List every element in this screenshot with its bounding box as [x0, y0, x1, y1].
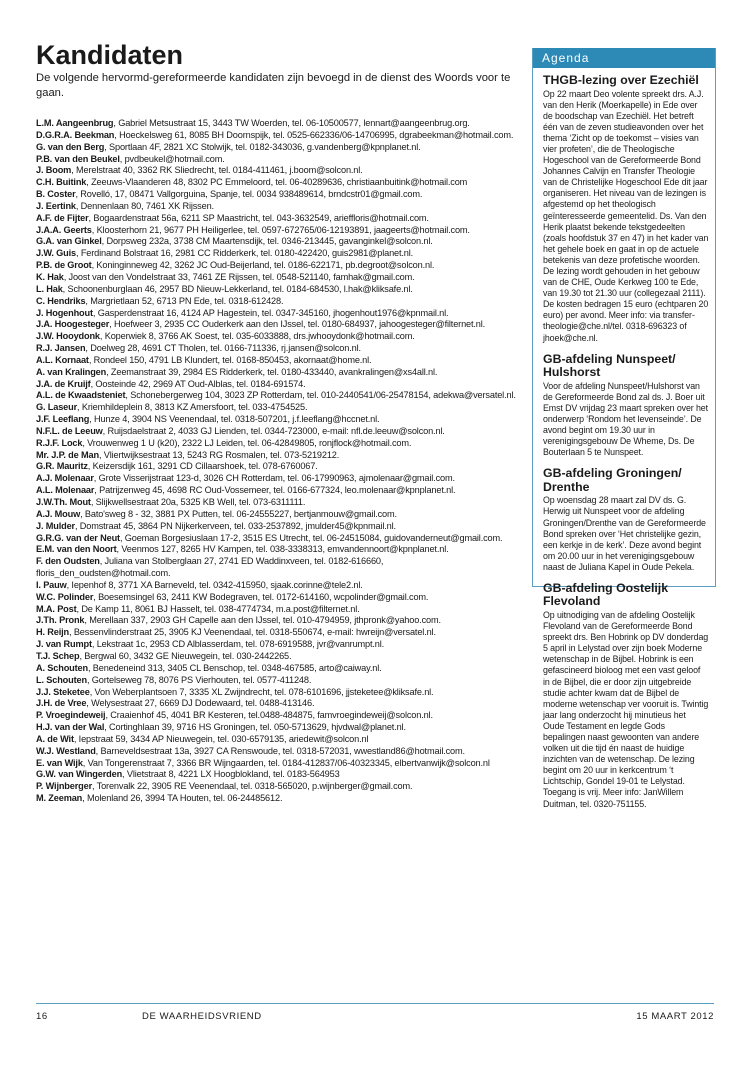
- candidate-entry: [36, 485, 520, 497]
- candidate-name: K. Hak: [36, 271, 64, 282]
- agenda-article-body: Voor de afdeling Nunspeet/Hulshorst van de Gereformeerde Bond zal ds. J. Boer uit Emst DV vrijdag 23 maart spreken over het onderwerp ‘Rondom het levenseinde’. De avond begint om 19.30 uur in verenigingsgebouw De Wheme, Ds. De Bouterlaan 5 te Nunspeet.: [543, 380, 708, 458]
- candidate-name: J.A.A. Geerts: [36, 224, 92, 235]
- candidate-details: , Molenland 26, 3994 TA Houten, tel. 06-24485612.: [82, 793, 283, 804]
- candidate-name: A. Schouten: [36, 662, 88, 673]
- candidate-details: , Oosteinde 42, 2969 AT Oud-Alblas, tel. 0184-691574.: [90, 378, 306, 389]
- candidate-name: A. van Kralingen: [36, 366, 107, 377]
- candidate-name: J.W.Th. Mout: [36, 497, 91, 507]
- candidate-entry: [36, 284, 520, 296]
- candidate-entry: [36, 379, 520, 391]
- candidate-details: , Patrijzenweg 45, 4698 RC Oud-Vossemeer, tel. 0166-677324, leo.molenaar@kpnplanet.nl.: [94, 485, 456, 496]
- candidate-entry: [36, 308, 520, 320]
- candidate-name: J.W. Hooydonk: [36, 331, 100, 342]
- candidate-details: , Iepstraat 59, 3434 AP Nieuwegein, tel. 030-6579135, ariedewit@solcon.nl: [73, 733, 369, 744]
- candidate-name: W.C. Polinder: [36, 591, 94, 602]
- candidate-entry: [36, 604, 520, 616]
- candidate-name: H.J. van der Wal: [36, 722, 105, 733]
- candidate-entry: [36, 450, 520, 462]
- candidate-details: , Cortinghlaan 39, 9716 HS Groningen, tel. 050-5713629, hjvdwal@planet.nl.: [104, 722, 406, 733]
- candidate-details: , Iepenhof 8, 3771 XA Barneveld, tel. 0342-415950, sjaak.corinne@tele2.nl.: [66, 579, 363, 590]
- agenda-article-body: Op uitnodiging van de afdeling Oostelijk Flevoland van de Gereformeerde Bond spreekt drs. Ben Hobrink op DV donderdag 5 april in Lelystad over zijn boek Moderne wetenschap in de Bijbel. Hobrink is een gefascineerd bioloog met een vast geloof in de Bijbel, die er door zijn uitgebreide studie achter kwam dat de Bijbel de moderne wetenschap ver vooruit is. Twintig jaar lang onderzocht hij minutieus het Oude Testament en legde Gods bepalingen naast gewoonten van andere volken uit die tijd én naast de huidige inzichten van de wetenschap. De lezing begint om 20 uur in kerkcentrum ‘t Lichtschip, Gondel 19-01 te Lelystad. Toegang is vrij. Meer info: JanWillem Duitman, tel. 0320-751155.: [543, 609, 709, 809]
- candidate-details: , Schoonenburglaan 46, 2957 BD Nieuw-Lekkerland, tel. 0184-684530, l.hak@kliksafe.nl.: [62, 283, 413, 294]
- candidate-name: T.J. Schep: [36, 650, 80, 661]
- page-number: 16: [36, 1011, 48, 1022]
- candidate-details: , Rovelló, 17, 08471 Vallgorguina, Spanje, tel. 0034 938489614, brndcstr01@gmail.com.: [75, 189, 423, 200]
- candidate-name: E. van Wijk: [36, 757, 83, 768]
- candidate-name: F. den Oudsten: [36, 556, 100, 567]
- candidate-name: B. Coster: [36, 189, 76, 200]
- candidate-details: , Ferdinand Bolstraat 16, 2981 CC Ridderkerk, tel. 0180-422420, guis2981@planet.nl.: [76, 248, 414, 259]
- agenda-article-body: Op woensdag 28 maart zal DV ds. G. Herwig uit Nunspeet voor de afdeling Groningen/Drenthe van de Gereformeerde Bond spreken over ‘Het christelijke gezin, een kerkje in de kerk’. Deze avond begint om 20.00 uur in het verenigingsgebouw naast de Juliana Kapel in Oude Pekela.: [543, 495, 706, 572]
- candidate-entry: [36, 769, 520, 781]
- candidate-name: G.W. van Wingerden: [36, 769, 123, 780]
- candidate-details: , Schonebergerweg 104, 3023 ZP Rotterdam, tel. 010-2440541/06-25478154, adekwa@versatel.nl.: [125, 390, 516, 401]
- candidate-entry: [36, 473, 520, 485]
- candidate-name: G.R. Mauritz: [36, 461, 88, 472]
- candidate-entry: [36, 142, 520, 154]
- candidate-name: A.J. Mouw: [36, 508, 81, 519]
- candidate-entry: [36, 615, 520, 627]
- agenda-article-heading: GB-afdeling Nunspeet/ Hulshorst: [543, 351, 676, 380]
- candidate-details: , Kriemhildeplein 8, 3813 KZ Amersfoort, tel. 033-4754525.: [77, 402, 308, 413]
- candidate-entry: [36, 213, 520, 225]
- agenda-sidebar: [532, 48, 716, 809]
- candidate-details: , Goeman Borgesiuslaan 17-2, 3515 ES Utrecht, tel. 06-24515084, guidovanderneut@gmail.com.: [119, 532, 503, 543]
- candidate-entry: [36, 414, 520, 426]
- candidate-name: J.A. de Kruijf: [36, 378, 91, 389]
- candidate-entry: [36, 118, 520, 130]
- candidate-name: L.M. Aangeenbrug: [36, 118, 114, 128]
- issue-date: 15 MAART 2012: [636, 1011, 714, 1022]
- candidate-entry: [36, 331, 520, 343]
- candidate-name: A.L. Kornaat: [36, 354, 89, 365]
- candidate-name: P.B. de Groot: [36, 260, 92, 271]
- candidate-details: , Rondeel 150, 4791 LB Klundert, tel. 0168-850453, akornaat@home.nl.: [88, 354, 372, 365]
- candidate-details: , Boesemsingel 63, 2411 KW Bodegraven, tel. 0172-614160, wcpolinder@gmail.com.: [93, 591, 429, 602]
- candidate-entry: [36, 521, 520, 533]
- candidate-details: , Vrouwenweg 1 U (k20), 2322 LJ Leiden, tel. 06-42849805, ronjflock@hotmail.com.: [82, 437, 412, 448]
- candidate-name: R.J. Jansen: [36, 343, 86, 354]
- candidate-entry: [36, 426, 520, 438]
- candidate-entry: [36, 746, 520, 758]
- candidate-name: G. Laseur: [36, 402, 78, 413]
- candidate-details: , Bessenvlinderstraat 25, 3905 KJ Veenendaal, tel. 0318-550674, e-mail: hwreijn@versatel.nl.: [69, 627, 436, 638]
- candidate-name: J.J. Steketee: [36, 686, 90, 697]
- agenda-article-body: Op 22 maart Deo volente spreekt drs. A.J. van den Herik (Moerkapelle) in Ede over de boodschap van Ezechiël. Het betreft één van de zeven studieavonden over het thema ‘Zicht op de toekomst – visies van vier profeten’, die de Theologische Hogeschool van de Gereformeerde Bond Johannes Calvijn en Transfer Theologie van de Christelijke Hogeschool Ede dit jaar organiseren. Het niveau van de lezingen is afgestemd op het theologisch geïnteresseerde gemeentelid. Ds. Van den Herik plaatst bekende tekstgedeelten (zoals hoofdstuk 37 en 47) in het kader van het gehele boek en gaat in op de actuele betekenis van deze profetische woorden. De lezing wordt gehouden in het gebouw van de CHE, Oude Kerkweg 100 te Ede, van 19.30 tot 21.30 uur (collegezaal 2111). De kosten bedragen 15 euro (echtparen 20 euro) per avond. Meer info: via transfer-theologie@che.nl/tel. 0318-696323 of jhoek@che.nl.: [543, 88, 709, 343]
- candidate-name: L. Schouten: [36, 674, 87, 685]
- candidate-details: , pvdbeukel@hotmail.com.: [119, 153, 225, 164]
- candidate-name: J.H. de Vree: [36, 698, 87, 709]
- candidate-entry: [36, 177, 520, 189]
- candidate-details: , Torenvalk 22, 3905 RE Veenendaal, tel. 0318-565020, p.wijnberger@gmail.com.: [92, 781, 413, 792]
- candidate-entry: [36, 130, 520, 142]
- candidate-details: , Hoeckelsweg 61, 8085 BH Doornspijk, tel. 0525-662336/06-14706995, dgrabeekman@hotmail.com.: [114, 129, 514, 140]
- candidate-entry: [36, 793, 520, 805]
- agenda-article: [543, 467, 709, 573]
- candidate-name: A.J. Molenaar: [36, 473, 94, 484]
- candidate-entry: [36, 687, 520, 699]
- candidate-name: I. Pauw: [36, 579, 67, 590]
- agenda-header: Agenda: [533, 48, 715, 68]
- candidate-name: J.F. Leeflang: [36, 414, 90, 425]
- candidate-details: , Van Tongerenstraat 7, 3366 BR Wijngaarden, tel. 0184-412837/06-40323345, elbertvanwijk@solcon.nl: [82, 757, 490, 768]
- candidate-name: H. Reijn: [36, 627, 70, 638]
- candidate-entry: [36, 236, 520, 248]
- candidate-name: D.G.R.A. Beekman: [36, 129, 115, 140]
- candidate-details: , Doelweg 28, 4691 CT Tholen, tel. 0166-711336, rj.jansen@solcon.nl.: [85, 343, 361, 354]
- candidate-name: E.M. van den Noort: [36, 544, 117, 555]
- candidate-entry: [36, 248, 520, 260]
- candidate-entry: [36, 698, 520, 710]
- footer-divider: [36, 1003, 714, 1004]
- candidate-name: A.L. Molenaar: [36, 485, 95, 496]
- candidate-entry: [36, 225, 520, 237]
- candidate-entry: [36, 627, 520, 639]
- candidate-details: , Hunze 4, 3904 NS Veenendaal, tel. 0318-507201, j.f.leeflang@hccnet.nl.: [89, 414, 380, 425]
- candidate-name: J. van Rumpt: [36, 639, 92, 650]
- candidate-name: G. van den Berg: [36, 141, 105, 152]
- publication-name: DE WAARHEIDSVRIEND: [142, 1011, 262, 1022]
- candidate-entry: [36, 663, 520, 675]
- candidate-entry: [36, 580, 520, 592]
- candidate-details: , Veenmos 127, 8265 HV Kampen, tel. 038-3338313, emvandennoort@kpnplanet.nl.: [116, 544, 449, 555]
- candidate-details: , Bogaardenstraat 56a, 6211 SP Maastricht, tel. 043-3632549, arieffloris@hotmail.com.: [88, 212, 429, 223]
- candidate-details: , De Kamp 11, 8061 BJ Hasselt, tel. 038-4774734, m.a.post@filternet.nl.: [76, 603, 360, 614]
- candidate-details: , Dorpsweg 232a, 3738 CM Maartensdijk, tel. 0346-213445, gavanginkel@solcon.nl.: [101, 236, 433, 247]
- agenda-article: [543, 353, 709, 459]
- agenda-article-heading: THGB-lezing over Ezechiël: [543, 73, 699, 87]
- candidate-entry: [36, 758, 520, 770]
- candidate-name: R.J.F. Lock: [36, 437, 83, 448]
- candidate-name: P. Wijnberger: [36, 781, 92, 792]
- candidate-entry: [36, 260, 520, 272]
- candidate-details: , Grote Visserijstraat 123-d, 3026 CH Rotterdam, tel. 06-17990963, ajmolenaar@gmail.com.: [93, 473, 455, 484]
- candidate-entry: [36, 367, 520, 379]
- candidate-details: , Merelstraat 40, 3362 RK Sliedrecht, tel. 0184-411461, j.boom@solcon.nl.: [71, 165, 363, 176]
- candidate-details: , Benedeneind 313, 3405 CL Benschop, tel. 0348-467585, arto@caiway.nl.: [87, 662, 382, 673]
- candidate-details: , Koninginneweg 42, 3262 JC Oud-Beijerland, tel. 0186-622171, pb.degroot@solcon.nl.: [91, 260, 435, 271]
- candidate-name: C. Hendriks: [36, 295, 86, 306]
- candidate-details: , Zeemanstraat 39, 2984 ES Ridderkerk, tel. 0180-433440, avankralingen@xs4all.nl.: [106, 366, 438, 377]
- candidate-details: , Kloosterhorn 21, 9677 PH Heiligerlee, tel. 0597-672765/06-12193891, jaageerts@hotmail.com.: [91, 224, 470, 235]
- candidate-entry: [36, 533, 520, 545]
- candidate-entry: [36, 592, 520, 604]
- candidate-name: L. Hak: [36, 283, 63, 294]
- candidate-details: , Vlietstraat 8, 4221 LX Hoogblokland, tel. 0183-564953: [122, 769, 340, 780]
- candidate-details: , Lekstraat 1c, 2953 CD Alblasserdam, tel. 078-6919588, jvr@vanrumpt.nl.: [91, 639, 385, 650]
- candidate-entry: [36, 201, 520, 213]
- candidate-details: , Keizersdijk 161, 3291 CD Cillaarshoek, tel. 078-6760067.: [87, 461, 318, 472]
- candidate-details: , Koperwiek 8, 3766 AK Soest, tel. 035-6033888, drs.jwhooydonk@hotmail.com.: [99, 331, 415, 342]
- candidate-name: A.F. de Fijter: [36, 212, 89, 223]
- candidate-details: , Hoefweer 3, 2935 CC Ouderkerk aan den IJssel, tel. 0180-684937, jahoogesteger@filternet.nl.: [109, 319, 486, 330]
- candidate-details: , Zeeuws-Vlaanderen 48, 8302 PC Emmeloord, tel. 06-40289636, christiaanbuitink@hotmail.com: [86, 177, 468, 188]
- candidate-name: G.A. van Ginkel: [36, 236, 102, 247]
- candidate-details: , Joost van den Vondelstraat 33, 7461 ZE Rijssen, tel. 0548-521140, famhak@gmail.com.: [63, 271, 415, 282]
- candidate-details: , Bergwal 60, 3432 GE Nieuwegein, tel. 030-2442265.: [79, 650, 292, 661]
- agenda-articles: [533, 68, 715, 810]
- candidate-entry: [36, 509, 520, 521]
- candidate-entry: [36, 272, 520, 284]
- candidate-details: , Barneveldsestraat 13a, 3927 CA Renswoude, tel. 0318-572031, wwestland86@hotmail.com.: [95, 745, 465, 756]
- candidate-details: , Bato'sweg 8 - 32, 3881 PX Putten, tel. 06-24555227, bertjanmouw@gmail.com.: [80, 508, 397, 519]
- candidate-name: J. Hogenhout: [36, 307, 93, 318]
- candidate-entry: [36, 544, 520, 556]
- candidate-name: P. Vroegindeweij: [36, 710, 106, 721]
- agenda-article: [543, 74, 709, 344]
- page-title: Kandidaten: [36, 40, 184, 70]
- candidate-name: J. Boom: [36, 165, 72, 176]
- candidate-details: , Von Weberplantsoen 7, 3335 XL Zwijndrecht, tel. 078-6101696, jjsteketee@kliksafe.nl.: [89, 686, 434, 697]
- candidate-details: , Gasperdenstraat 16, 4124 AP Hagestein, tel. 0347-345160, jhogenhout1976@kpnmail.nl.: [92, 307, 449, 318]
- candidate-entry: [36, 319, 520, 331]
- candidate-entry: [36, 651, 520, 663]
- candidate-details: , Margrietlaan 52, 6713 PN Ede, tel. 0318-612428.: [85, 295, 284, 306]
- candidate-name: W.J. Westland: [36, 745, 96, 756]
- candidate-name: P.B. van den Beukel: [36, 153, 120, 164]
- candidate-name: G.R.G. van der Neut: [36, 532, 120, 543]
- candidate-details: , Gabriel Metsustraat 15, 3443 TW Woerden, tel. 06-10500577, lennart@aangeenbrug.org.: [113, 118, 470, 128]
- agenda-article: [543, 582, 709, 810]
- candidate-name: J. Eertink: [36, 200, 76, 211]
- intro-text: De volgende hervormd-gereformeerde kandidaten zijn bevoegd in de dienst des Woords voor te gaan.: [36, 72, 511, 99]
- candidate-entry: [36, 639, 520, 651]
- candidate-details: , Merellaan 337, 2903 GH Capelle aan den IJssel, tel. 010-4794959, jthpronk@yahoo.com.: [84, 615, 441, 626]
- candidate-name: J.W. Guis: [36, 248, 77, 259]
- candidate-entry: [36, 154, 520, 166]
- candidate-details: , Vliertwijksestraat 13, 5243 RG Rosmalen, tel. 073-5219212.: [98, 449, 340, 460]
- candidate-details: , Juliana van Stolberglaan 27, 2741 ED Waddinxveen, tel. 0182-616660, floris_den_oudsten@hotmail.com.: [36, 556, 384, 579]
- candidate-details: , Craaienhof 45, 4041 BR Kesteren, tel.0488-484875, famvroegindeweij@solcon.nl.: [105, 710, 433, 721]
- candidate-name: J.A. Hoogesteger: [36, 319, 110, 330]
- candidate-name: C.H. Buitink: [36, 177, 87, 188]
- candidate-entry: [36, 165, 520, 177]
- candidate-entry: [36, 556, 520, 580]
- candidate-entry: [36, 343, 520, 355]
- candidate-entry: [36, 710, 520, 722]
- candidate-details: , Ruijsdaelstraat 2, 4033 GJ Lienden, tel. 0344-723000, e-mail: nfl.de.leeuw@solcon.nl.: [102, 425, 445, 436]
- candidate-name: J. Mulder: [36, 520, 75, 531]
- candidate-name: M. Zeeman: [36, 793, 83, 804]
- agenda-article-heading: GB-afdeling Oostelijk Flevoland: [543, 580, 669, 609]
- candidate-entry: [36, 438, 520, 450]
- candidate-entry: [36, 402, 520, 414]
- candidate-entry: [36, 734, 520, 746]
- candidate-name: J.Th. Pronk: [36, 615, 85, 626]
- candidate-list: [36, 118, 520, 805]
- candidate-name: A. de Wit: [36, 733, 74, 744]
- candidate-name: N.F.L. de Leeuw: [36, 425, 103, 436]
- candidate-details: , Sportlaan 4F, 2821 XC Stolwijk, tel. 0182-343036, g.vandenberg@kpnplanet.nl.: [104, 141, 421, 152]
- candidate-details: , Slijkwellsestraat 20a, 5325 KB Well, tel. 073-6311111.: [90, 497, 306, 507]
- agenda-article-heading: GB-afdeling Groningen/ Drenthe: [543, 466, 682, 494]
- candidate-name: A.L. de Kwaadsteniet: [36, 390, 126, 401]
- candidate-details: , Dennenlaan 80, 7461 XK Rijssen.: [75, 200, 214, 211]
- candidate-entry: [36, 722, 520, 734]
- candidate-entry: [36, 461, 520, 473]
- kandidaten-section: [36, 40, 520, 805]
- candidate-entry: [36, 296, 520, 308]
- candidate-entry: [36, 675, 520, 687]
- candidate-name: M.A. Post: [36, 603, 77, 614]
- candidate-details: , Welysestraat 27, 6669 DJ Dodewaard, tel. 0488-413146.: [86, 698, 315, 709]
- candidate-details: , Gortelseweg 78, 8076 PS Vierhouten, tel. 0577-411248.: [86, 674, 312, 685]
- candidate-entry: [36, 355, 520, 367]
- candidate-details: , Domstraat 45, 3864 PN Nijkerkerveen, tel. 033-2537892, jmulder45@kpnmail.nl.: [74, 520, 396, 531]
- candidate-entry: [36, 390, 520, 402]
- candidate-name: Mr. J.P. de Man: [36, 449, 99, 460]
- candidate-entry: [36, 781, 520, 793]
- candidate-entry: [36, 497, 520, 509]
- candidate-entry: [36, 189, 520, 201]
